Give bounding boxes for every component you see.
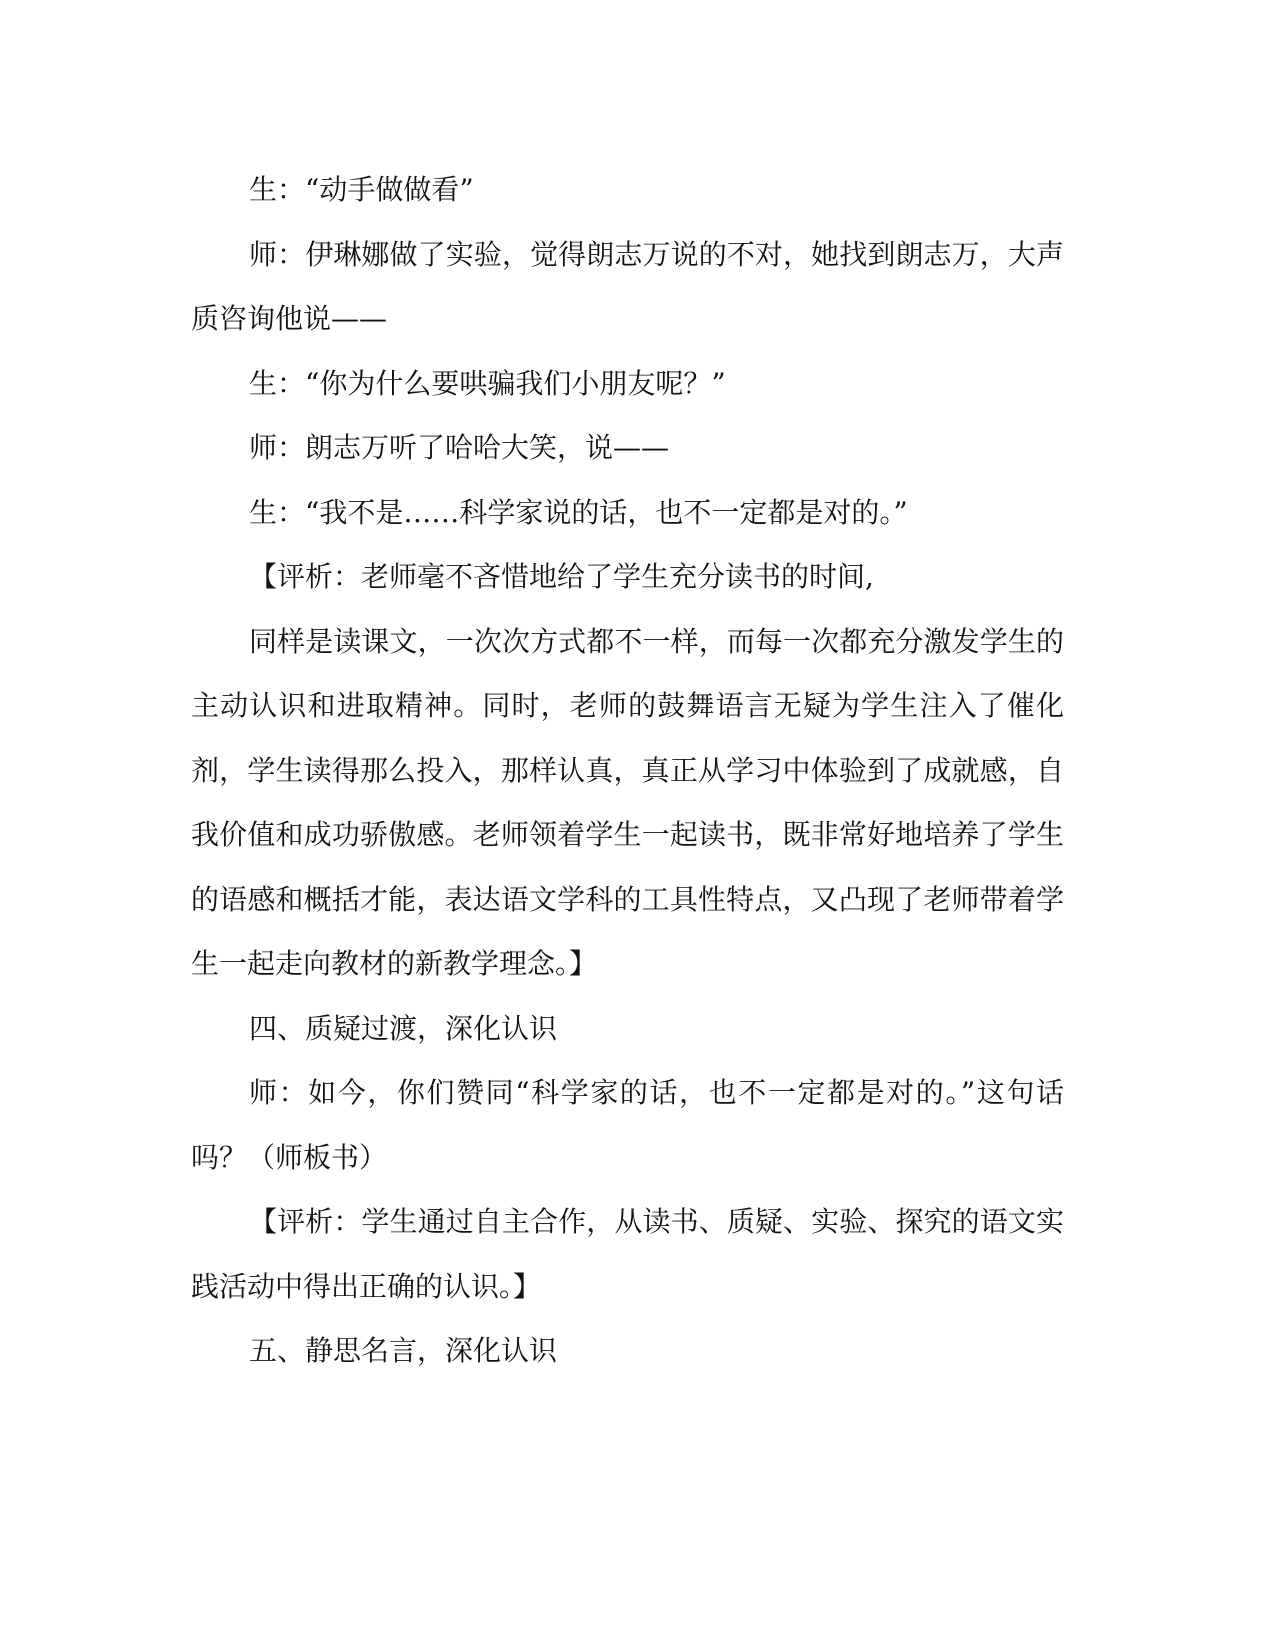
paragraph-analysis-cooperation: 【评析：学生通过自主合作，从读书、质疑、实验、探究的语文实践活动中得出正确的认识。】	[191, 1205, 1064, 1303]
document-body	[191, 158, 1064, 1384]
paragraph-student-answer: 生：“我不是……科学家说的话，也不一定都是对的。”	[249, 495, 908, 529]
paragraph-student-question: 生：“你为什么要哄骗我们小朋友呢？”	[249, 366, 726, 400]
paragraph-analysis-intro: 【评析：老师毫不吝惜地给了学生充分读书的时间,	[249, 560, 874, 593]
paragraph-student-try: 生：“动手做做看”	[249, 173, 474, 206]
section-heading-four: 四、质疑过渡，深化认识	[249, 1011, 558, 1045]
paragraph-teacher-experiment: 师：伊琳娜做了实验，觉得朗志万说的不对，她找到朗志万，大声质咨询他说——	[191, 237, 1064, 335]
section-heading-five: 五、静思名言，深化认识	[249, 1334, 558, 1367]
paragraph-teacher-blackboard: 师：如今，你们赞同“科学家的话，也不一定都是对的。”这句话吗？（师板书）	[191, 1076, 1064, 1174]
paragraph-teacher-laugh: 师：朗志万听了哈哈大笑，说——	[249, 431, 670, 464]
paragraph-analysis-body: 同样是读课文，一次次方式都不一样，而每一次都充分激发学生的主动认识和进取精神。同时，老师的鼓舞语言无疑为学生注入了催化剂，学生读得那么投入，那样认真，真正从学习中体验到了成就感，自我价值和成功骄傲感。老师领着学生一起读书，既非常好地培养了学生的语感和概括才能，表达语文学科的工具性特点，又凸现了老师带着学生一起走向教材的新教学理念。】	[191, 624, 1064, 980]
